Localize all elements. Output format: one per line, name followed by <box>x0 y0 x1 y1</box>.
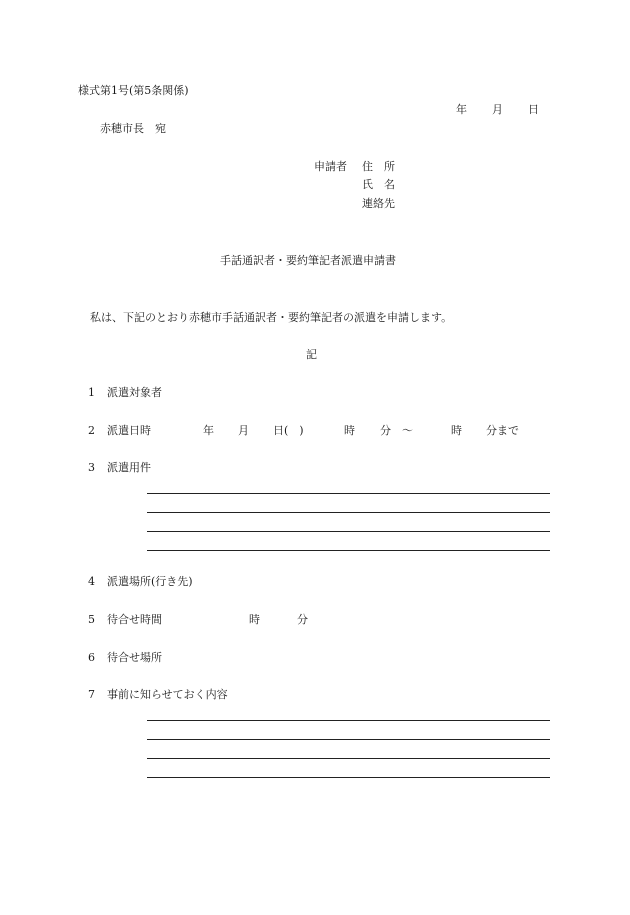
item-7-writing-line[interactable] <box>147 739 550 740</box>
ki-marker: 記 <box>306 348 317 361</box>
item-2-label: 派遣日時 <box>107 424 151 437</box>
item-3-label: 派遣用件 <box>107 461 151 474</box>
date-month-label: 月 <box>492 103 503 116</box>
item-7-label: 事前に知らせておく内容 <box>107 688 228 701</box>
item-7-writing-line[interactable] <box>147 720 550 721</box>
item-3-writing-line[interactable] <box>147 531 550 532</box>
item-6-label: 待合せ場所 <box>107 651 162 664</box>
applicant-contact-label: 連絡先 <box>362 197 395 210</box>
item-7-writing-line[interactable] <box>147 758 550 759</box>
item-2-end-minute-label: 分まで <box>486 424 519 437</box>
item-5-minute-label: 分 <box>297 613 308 626</box>
item-2-year-label: 年 <box>203 424 214 437</box>
item-5-number: 5 <box>88 613 95 626</box>
applicant-address-label: 住 所 <box>362 160 395 173</box>
item-2-end-hour-label: 時 <box>451 424 462 437</box>
applicant-label: 申請者 <box>314 160 347 173</box>
item-5-hour-label: 時 <box>249 613 260 626</box>
form-number: 様式第1号(第5条関係) <box>78 84 189 97</box>
item-3-writing-line[interactable] <box>147 550 550 551</box>
item-7-number: 7 <box>88 688 95 701</box>
applicant-name-label: 氏 名 <box>362 178 395 191</box>
item-7-writing-line[interactable] <box>147 777 550 778</box>
item-3-writing-line[interactable] <box>147 512 550 513</box>
item-2-number: 2 <box>88 424 95 437</box>
date-year-label: 年 <box>456 103 467 116</box>
intro-text: 私は、下記のとおり赤穂市手話通訳者・要約筆記者の派遣を申請します。 <box>90 311 453 324</box>
date-day-label: 日 <box>528 103 539 116</box>
item-4-number: 4 <box>88 575 95 588</box>
item-6-number: 6 <box>88 651 95 664</box>
item-3-number: 3 <box>88 461 95 474</box>
item-1-label: 派遣対象者 <box>107 386 162 399</box>
item-2-tilde: ～ <box>402 424 413 437</box>
item-3-writing-line[interactable] <box>147 493 550 494</box>
item-4-label: 派遣場所(行き先) <box>107 575 193 588</box>
item-2-month-label: 月 <box>238 424 249 437</box>
item-2-start-hour-label: 時 <box>344 424 355 437</box>
item-2-start-minute-label: 分 <box>380 424 391 437</box>
item-1-number: 1 <box>88 386 95 399</box>
addressee: 赤穂市長 宛 <box>100 122 166 135</box>
item-2-day-weekday-label: 日( ) <box>273 424 304 437</box>
item-5-label: 待合せ時間 <box>107 613 162 626</box>
document-title: 手話通訳者・要約筆記者派遣申請書 <box>220 254 396 267</box>
